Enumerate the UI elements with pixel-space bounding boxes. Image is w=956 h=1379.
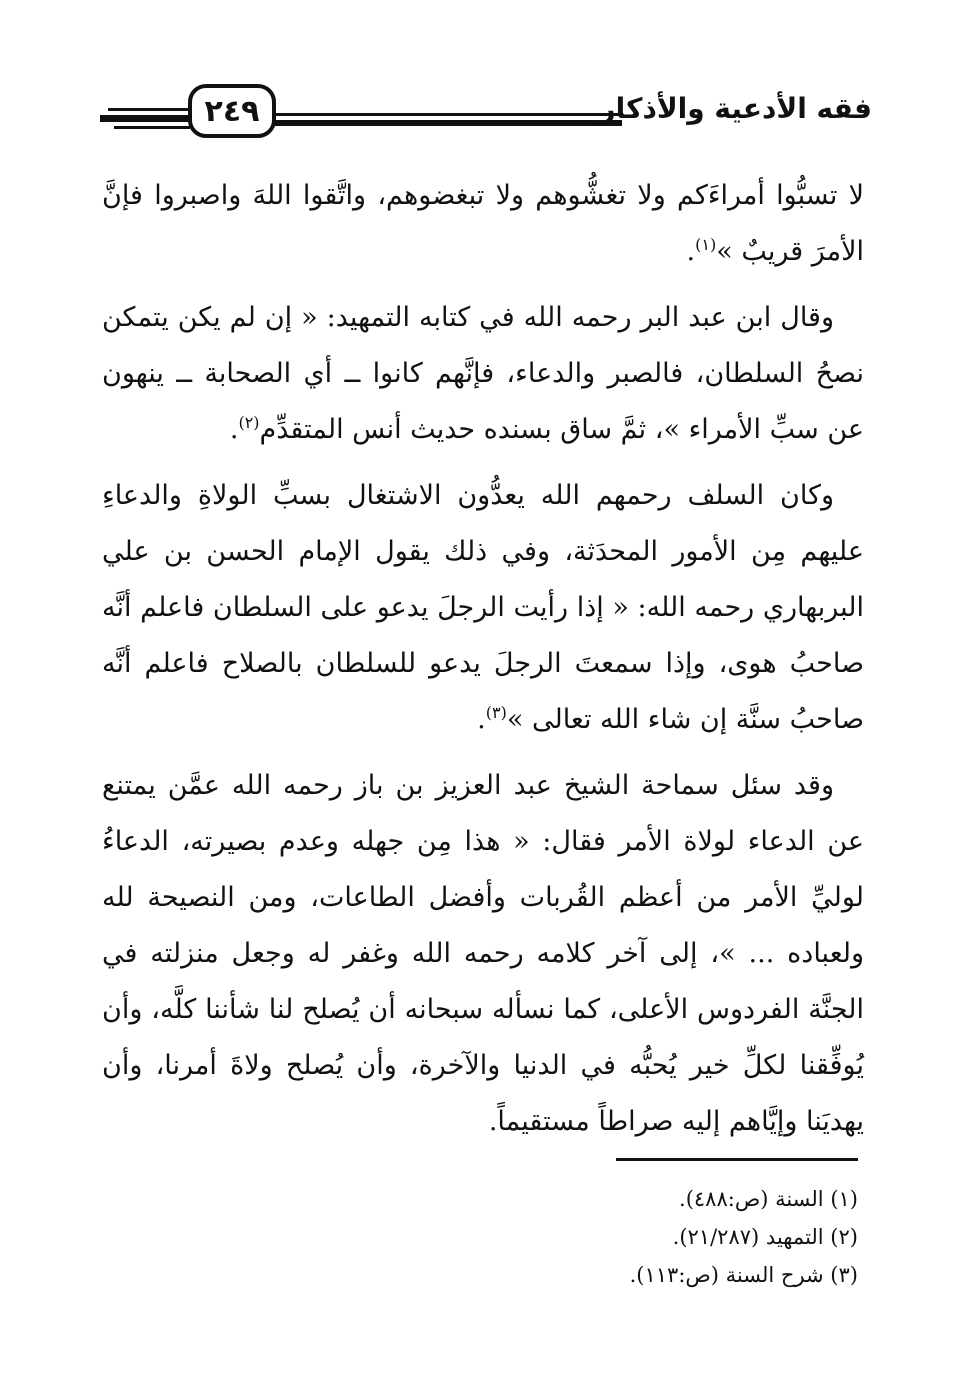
- paragraph-3-end: .: [477, 704, 486, 735]
- running-title: فقه الأدعية والأذكار: [599, 92, 872, 125]
- paragraph-3: [102, 468, 864, 748]
- footnote-ref-1: (١): [695, 235, 717, 254]
- header-left-rule-a: [108, 108, 190, 111]
- paragraph-2: [102, 290, 864, 458]
- page-number: ٢٤٩: [188, 84, 276, 138]
- paragraph-2-text: وقال ابن عبد البر رحمه الله في كتابه التمهيد: « إن لم يكن يتمكن نصحُ السلطان، فالصبر والدعاء، فإنَّهم كانوا ــ أي الصحابة ــ ينهون عن سبِّ الأمراء »، ثمَّ ساق بسنده حديث أنس المتقدِّم: [102, 302, 864, 445]
- main-text: [102, 168, 864, 1160]
- paragraph-2-end: .: [229, 414, 239, 445]
- footnotes: [258, 1180, 858, 1294]
- paragraph-1-end: .: [686, 236, 696, 267]
- footnote-ref-3: (٣): [485, 703, 507, 722]
- footnote-3: (٣) شرح السنة (ص:١١٣).: [629, 1263, 858, 1287]
- paragraph-1: [102, 168, 864, 280]
- paragraph-4-text: وقد سئل سماحة الشيخ عبد العزيز بن باز رحمه الله عمَّن يمتنع عن الدعاء لولاة الأمر فقال: « هذا مِن جهله وعدم بصيرته، الدعاءُ لوليِّ الأمر من أعظم القُربات وأفضل الطاعات، ومن النصيحة لله ولعباده ... »، إلى آخر كلامه رحمه الله وغفر له وجعل منزلته في الجنَّة الفردوس الأعلى، كما نسأله سبحانه أن يُصلح لنا شأننا كلَّه، وأن يُوفِّقنا لكلِّ خير يُحبُّه في الدنيا والآخرة، وأن يُصلح ولاةَ أمرنا، وأن يهديَنا وإيَّاهم إليه صراطاً مستقيماً.: [102, 770, 864, 1137]
- paragraph-1-text: لا تسبُّوا أمراءَكم ولا تغشُّوهم ولا تبغضوهم، واتَّقوا اللهَ واصبروا فإنَّ الأمرَ قريبٌ »: [102, 180, 864, 267]
- header-left-rule-b: [100, 115, 190, 122]
- paragraph-3-text: وكان السلف رحمهم الله يعدُّون الاشتغال بسبِّ الولاةِ والدعاءِ عليهم مِن الأمور المحدَثة، وفي ذلك يقول الإمام الحسن بن علي البربهاري رحمه الله: « إذا رأيت الرجلَ يدعو على السلطان فاعلم أنَّه صاحبُ هوى، وإذا سمعتَ الرجلَ يدعو للسلطان بالصلاح فاعلم أنَّه صاحبُ سنَّة إن شاء الله تعالى »: [102, 480, 864, 735]
- header-rule-bottom: [265, 120, 622, 126]
- paragraph-4: [102, 758, 864, 1150]
- header-left-rule-c: [114, 126, 190, 129]
- footnote-1: (١) السنة (ص:٤٨٨).: [679, 1187, 858, 1211]
- footnote-separator: [616, 1158, 858, 1161]
- header-rule-top: [265, 113, 622, 116]
- page-header: [100, 80, 872, 150]
- footnote-2: (٢) التمهيد (٢١/٢٨٧).: [672, 1225, 858, 1249]
- footnote-ref-2: (٢): [238, 413, 260, 432]
